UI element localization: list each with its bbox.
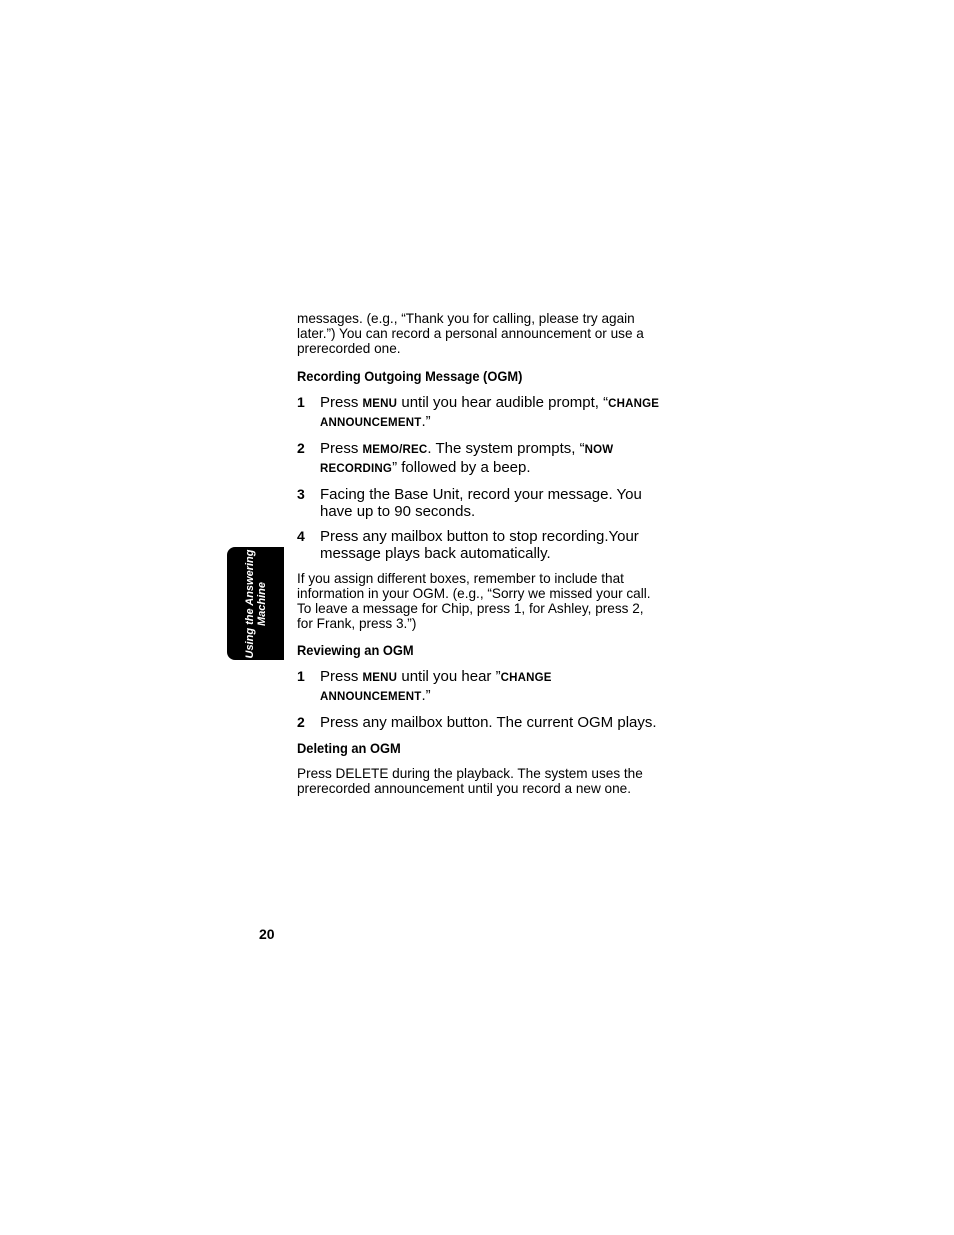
side-tab-label: Using the Answering Machine <box>243 549 268 658</box>
reviewing-steps <box>297 668 662 731</box>
deleting-paragraph: Press DELETE during the playback. The system uses the prerecorded announcement until you record a new one. <box>297 766 643 796</box>
intro-paragraph: messages. (e.g., “Thank you for calling, please try again later.”) You can record a personal announcement or use a prerecorded one. <box>297 311 644 356</box>
step-number: 3 <box>297 486 305 502</box>
step-text: Press any mailbox button to stop recording.Your message plays back automatically. <box>320 528 639 562</box>
heading-recording: Recording Outgoing Message (OGM) <box>297 368 523 384</box>
key-label-menu: MENU <box>362 398 398 410</box>
section-side-tab <box>227 547 284 660</box>
step-text: Press <box>320 440 363 457</box>
step-text: Press any mailbox button. The current OGM plays. <box>320 714 657 731</box>
step-text: until you hear audible prompt, “ <box>397 394 609 411</box>
step-number: 2 <box>297 440 305 456</box>
list-item <box>297 668 662 706</box>
step-text: Press <box>320 394 363 411</box>
prompt-label: NOW RECORDING <box>320 444 614 475</box>
step-text: Facing the Base Unit, record your message. You have up to 90 seconds. <box>320 486 642 520</box>
prompt-label: CHANGE ANNOUNCEMENT <box>320 398 660 429</box>
step-text: .” <box>421 687 431 704</box>
key-label-menu: MENU <box>362 672 398 684</box>
step-text: .” <box>421 413 431 430</box>
step-number: 1 <box>297 668 305 684</box>
step-text: until you hear ” <box>397 668 501 685</box>
step-number: 4 <box>297 528 305 544</box>
step-number: 1 <box>297 394 305 410</box>
list-item <box>297 486 662 520</box>
list-item <box>297 714 662 731</box>
step-text: . The system prompts, “ <box>427 440 585 457</box>
page-content <box>297 311 662 796</box>
page-number: 20 <box>259 926 275 942</box>
step-text: ” followed by a beep. <box>392 459 531 476</box>
recording-steps <box>297 394 662 562</box>
prompt-label: CHANGE ANNOUNCEMENT <box>320 672 552 703</box>
step-number: 2 <box>297 714 305 730</box>
key-label-memo-rec: MEMO/REC <box>362 444 428 456</box>
list-item <box>297 440 662 478</box>
heading-reviewing: Reviewing an OGM <box>297 642 414 658</box>
heading-deleting: Deleting an OGM <box>297 740 401 756</box>
list-item <box>297 528 662 562</box>
list-item <box>297 394 662 432</box>
mailbox-note: If you assign different boxes, remember to include that information in your OGM. (e.g., “Sorry we missed your call. To leave a message for Chip, press 1, for Ashley, press 2, for Frank, press 3.”) <box>297 571 651 631</box>
step-text: Press <box>320 668 363 685</box>
